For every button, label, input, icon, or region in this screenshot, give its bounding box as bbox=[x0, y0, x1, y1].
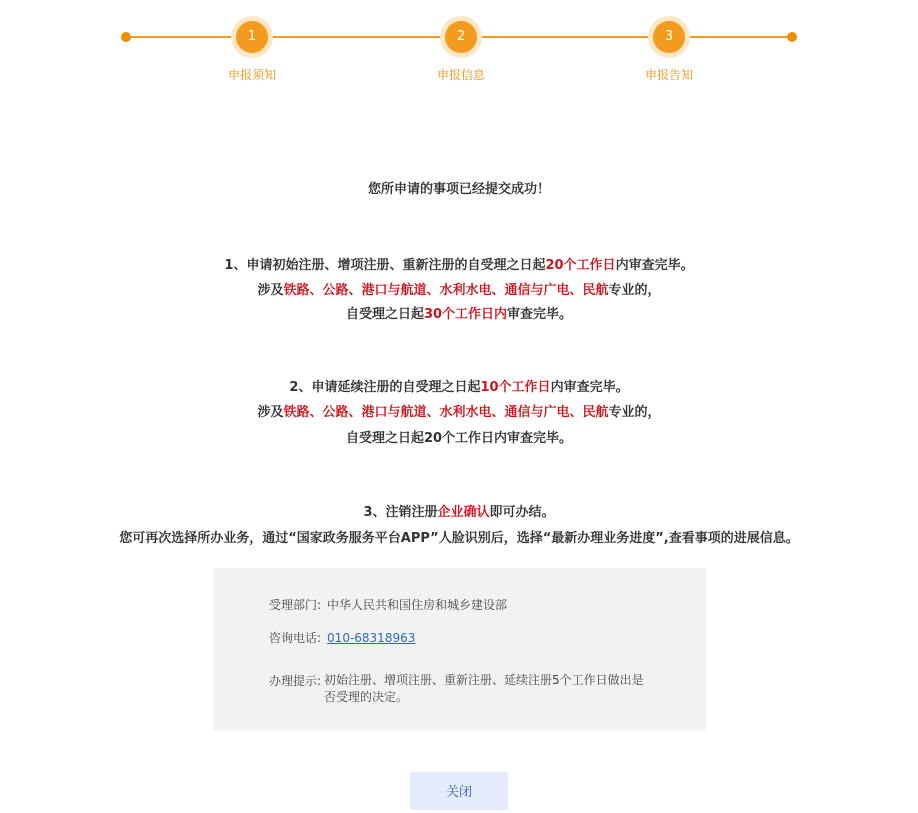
item2-line1-text-b: 内审查完毕。 bbox=[550, 380, 629, 395]
item2-line2-text-b: 专业的， bbox=[608, 405, 661, 420]
step-3-label: 申报告知 bbox=[644, 68, 693, 82]
item3-line1 bbox=[0, 501, 918, 520]
item2-line1 bbox=[0, 376, 918, 395]
item1-line1-text-b: 内审查完毕。 bbox=[615, 258, 694, 273]
item1-line3 bbox=[0, 303, 918, 322]
tip-text: 初始注册、增项注册、重新注册、延续注册5个工作日做出是否受理的决定。 bbox=[324, 673, 644, 704]
dept-value: 中华人民共和国住房和城乡建设部 bbox=[327, 598, 508, 612]
phone-row bbox=[269, 629, 415, 646]
close-button[interactable]: 关闭 bbox=[410, 772, 508, 810]
item2-line2-text-a: 涉及 bbox=[257, 405, 284, 420]
item2-line2 bbox=[0, 401, 918, 420]
dept-label: 受理部门: bbox=[269, 598, 322, 612]
step-3-number: 3 bbox=[653, 21, 685, 53]
item2-line2-highlight: 铁路、公路、港口与航道、水利水电、通信与广电、民航 bbox=[283, 405, 609, 420]
step-2-label: 申报信息 bbox=[436, 68, 485, 82]
item1-line2-highlight: 铁路、公路、港口与航道、水利水电、通信与广电、民航 bbox=[283, 283, 609, 298]
step-3 bbox=[648, 16, 690, 58]
step-1-label: 申报须知 bbox=[227, 68, 276, 82]
item1-line1 bbox=[0, 254, 918, 273]
dept-row bbox=[269, 596, 507, 613]
item1-line1-text-a: 1、申请初始注册、增项注册、重新注册的自受理之日起 bbox=[224, 258, 546, 273]
item1-line2-text-b: 专业的， bbox=[608, 283, 661, 298]
item1-line3-text-a: 自受理之日起 bbox=[345, 307, 424, 322]
step-2-number: 2 bbox=[445, 21, 477, 53]
phone-link[interactable]: 010-68318963 bbox=[327, 631, 416, 645]
item1-line1-highlight: 20个工作日 bbox=[545, 258, 616, 273]
success-message: 您所申请的事项已经提交成功！ bbox=[367, 182, 550, 197]
step-2 bbox=[440, 16, 482, 58]
item1-line2 bbox=[0, 279, 918, 298]
stepper-end-dot bbox=[787, 32, 797, 42]
step-1-number: 1 bbox=[236, 21, 268, 53]
item1-line2-text-a: 涉及 bbox=[257, 283, 284, 298]
item3-line1-text-b: 即可办结。 bbox=[489, 505, 555, 520]
item1-line3-text-b: 审查完毕。 bbox=[507, 307, 573, 322]
item2-line3: 自受理之日起20个工作日内审查完毕。 bbox=[345, 431, 573, 446]
tip-label: 办理提示: bbox=[269, 674, 322, 688]
item3-line2: 您可再次选择所办业务，通过“国家政务服务平台APP”人脸识别后，选择“最新办理业务进度”,查看事项的进展信息。 bbox=[119, 531, 799, 546]
item2-line1-highlight: 10个工作日 bbox=[480, 380, 551, 395]
phone-label: 咨询电话: bbox=[269, 631, 322, 645]
step-1 bbox=[231, 16, 273, 58]
item2-line1-text-a: 2、申请延续注册的自受理之日起 bbox=[289, 380, 481, 395]
item3-line1-highlight: 企业确认 bbox=[437, 505, 490, 520]
info-panel bbox=[213, 568, 706, 730]
item1-line3-highlight: 30个工作日内 bbox=[423, 307, 508, 322]
item3-line1-text-a: 3、注销注册 bbox=[363, 505, 438, 520]
